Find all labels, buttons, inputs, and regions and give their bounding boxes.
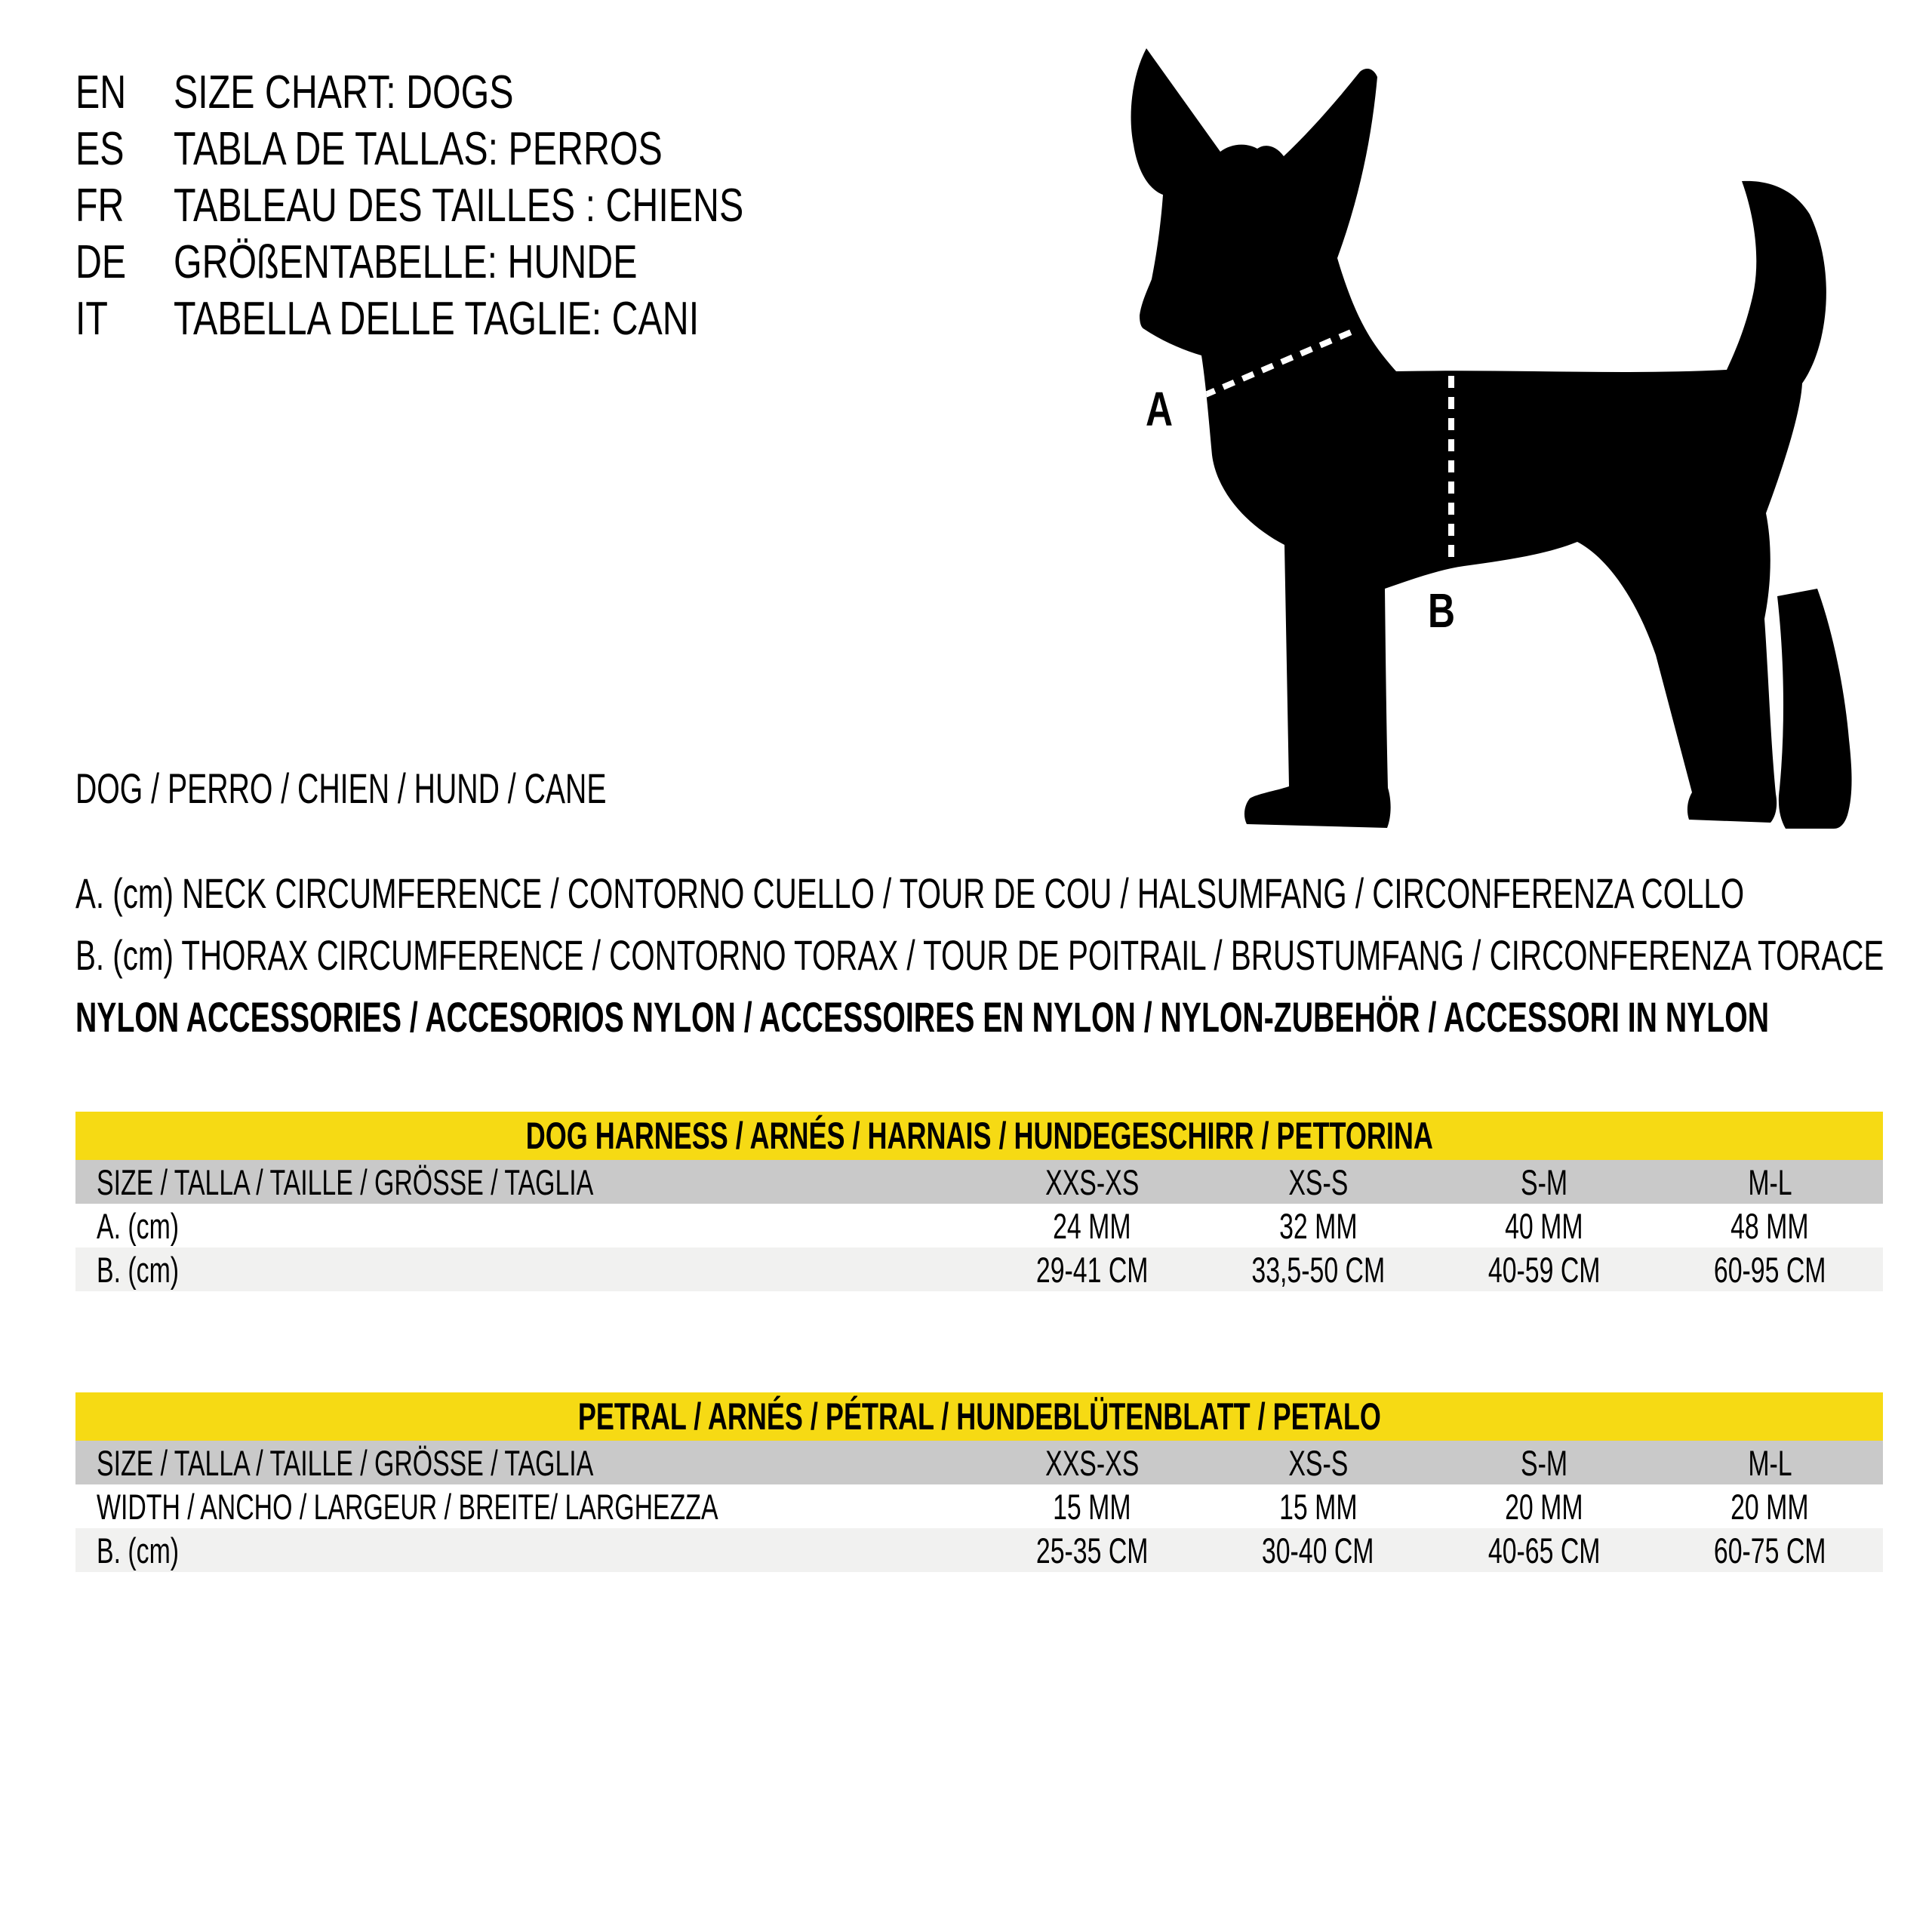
row-label-cell <box>75 1486 980 1527</box>
value-cell <box>980 1486 1205 1527</box>
size-column-header <box>1205 1442 1431 1484</box>
value-cell <box>1205 1205 1431 1247</box>
size-column-text: M-L <box>1748 1161 1792 1202</box>
value-cell <box>1431 1486 1657 1527</box>
language-code <box>75 235 174 289</box>
size-column-header <box>1431 1442 1657 1484</box>
dog-far-hind-leg <box>1777 589 1852 829</box>
size-column-header <box>980 1161 1205 1203</box>
petral-row-width <box>75 1484 1883 1528</box>
value-text: 30-40 CM <box>1262 1530 1374 1571</box>
language-code-text: ES <box>75 123 125 175</box>
animal-caption-text: DOG / PERRO / CHIEN / HUND / CANE <box>75 764 607 812</box>
value-text: 48 MM <box>1730 1205 1810 1246</box>
language-code-text: FR <box>75 180 125 232</box>
value-cell <box>1431 1205 1657 1247</box>
size-column-text: S-M <box>1520 1161 1567 1202</box>
language-code-text: IT <box>75 293 108 345</box>
measure-label-b <box>1428 583 1463 638</box>
harness-table-title-row <box>75 1112 1883 1160</box>
harness-table-title: DOG HARNESS / ARNÉS / HARNAIS / HUNDEGESCHIRR / PETTORINA <box>525 1115 1433 1157</box>
language-title <box>174 235 768 289</box>
size-column-header <box>980 1442 1205 1484</box>
language-title-text: TABLEAU DES TAILLES : CHIENS <box>174 180 744 232</box>
language-code-text: EN <box>75 66 127 118</box>
petral-table-title-row <box>75 1392 1883 1441</box>
size-column-text: S-M <box>1520 1442 1567 1483</box>
value-cell <box>1657 1486 1883 1527</box>
harness-size-table <box>75 1112 1883 1291</box>
row-label-cell <box>75 1249 980 1291</box>
language-code <box>75 66 174 119</box>
language-title-list <box>75 64 904 347</box>
measure-label-b-text: B <box>1428 583 1456 638</box>
value-cell <box>1205 1486 1431 1527</box>
value-text: 60-75 CM <box>1714 1530 1826 1571</box>
language-title <box>174 179 904 232</box>
value-cell <box>980 1249 1205 1291</box>
size-label-cell <box>75 1442 980 1484</box>
petral-size-header-row <box>75 1441 1883 1484</box>
size-column-header <box>1431 1161 1657 1203</box>
value-cell <box>980 1530 1205 1571</box>
size-column-text: XS-S <box>1288 1442 1349 1483</box>
harness-row-a <box>75 1204 1883 1247</box>
animal-caption <box>75 764 834 813</box>
language-title-text: TABELLA DELLE TAGLIE: CANI <box>174 293 700 345</box>
value-text: 60-95 CM <box>1714 1249 1826 1290</box>
measure-label-a-text: A <box>1146 382 1174 436</box>
value-cell <box>1657 1530 1883 1571</box>
size-label-text: SIZE / TALLA / TAILLE / GRÖSSE / TAGLIA <box>97 1442 594 1483</box>
value-text: 20 MM <box>1505 1486 1583 1527</box>
size-column-header <box>1657 1161 1883 1203</box>
row-label-cell <box>75 1205 980 1247</box>
note-nylon-text: NYLON ACCESSORIES / ACCESORIOS NYLON / ACCESSOIRES EN NYLON / NYLON-ZUBEHÖR / ACCESSORI IN NYLON <box>75 993 1770 1041</box>
value-text: 32 MM <box>1278 1205 1358 1246</box>
dog-silhouette-icon <box>1094 30 1902 830</box>
language-row-de <box>75 234 904 291</box>
value-cell <box>1657 1249 1883 1291</box>
petral-size-table <box>75 1392 1883 1572</box>
size-label-cell <box>75 1161 980 1203</box>
dog-body <box>1131 48 1826 828</box>
size-label-text: SIZE / TALLA / TAILLE / GRÖSSE / TAGLIA <box>97 1161 594 1202</box>
language-code <box>75 292 174 346</box>
value-text: 40-59 CM <box>1487 1249 1601 1290</box>
language-row-it <box>75 291 904 347</box>
language-title <box>174 292 848 346</box>
note-thorax-circumference <box>75 931 1932 980</box>
value-text: 29-41 CM <box>1035 1249 1149 1290</box>
note-nylon-accessories <box>75 992 1932 1041</box>
value-cell <box>1431 1530 1657 1571</box>
value-text: 15 MM <box>1278 1486 1358 1527</box>
value-cell <box>1205 1530 1431 1571</box>
value-text: 24 MM <box>1053 1205 1131 1246</box>
language-row-en <box>75 64 904 121</box>
row-label-text: B. (cm) <box>97 1249 180 1290</box>
harness-size-header-row <box>75 1160 1883 1204</box>
language-row-es <box>75 121 904 177</box>
size-column-text: XXS-XS <box>1045 1161 1140 1202</box>
measure-label-a <box>1146 381 1180 437</box>
note-thorax-text: B. (cm) THORAX CIRCUMFERENCE / CONTORNO TORAX / TOUR DE POITRAIL / BRUSTUMFANG / CIRCONFERENZA TORACE <box>75 931 1884 979</box>
value-text: 25-35 CM <box>1035 1530 1149 1571</box>
value-text: 15 MM <box>1053 1486 1131 1527</box>
value-text: 20 MM <box>1730 1486 1810 1527</box>
size-column-header <box>1205 1161 1431 1203</box>
language-title-text: GRÖßENTABELLE: HUNDE <box>174 236 638 288</box>
language-row-fr <box>75 177 904 234</box>
language-code <box>75 179 174 232</box>
value-text: 33,5-50 CM <box>1251 1249 1385 1290</box>
language-title <box>174 66 610 119</box>
size-column-text: M-L <box>1748 1442 1792 1483</box>
value-text: 40-65 CM <box>1487 1530 1601 1571</box>
value-cell <box>1205 1249 1431 1291</box>
petral-row-b <box>75 1528 1883 1572</box>
size-column-text: XS-S <box>1288 1161 1349 1202</box>
note-neck-text: A. (cm) NECK CIRCUMFERENCE / CONTORNO CUELLO / TOUR DE COU / HALSUMFANG / CIRCONFERENZA COLLO <box>75 869 1745 917</box>
value-text: 40 MM <box>1505 1205 1583 1246</box>
size-column-header <box>1657 1442 1883 1484</box>
value-cell <box>1431 1249 1657 1291</box>
language-code <box>75 122 174 176</box>
language-title-text: TABLA DE TALLAS: PERROS <box>174 123 663 175</box>
harness-row-b <box>75 1247 1883 1291</box>
value-cell <box>1657 1205 1883 1247</box>
language-title-text: SIZE CHART: DOGS <box>174 66 514 118</box>
language-title <box>174 122 800 176</box>
row-label-text: A. (cm) <box>97 1205 180 1246</box>
row-label-text: B. (cm) <box>97 1530 180 1571</box>
size-column-text: XXS-XS <box>1045 1442 1140 1483</box>
petral-table-title: PETRAL / ARNÉS / PÉTRAL / HUNDEBLÜTENBLATT / PETALO <box>577 1395 1381 1438</box>
language-code-text: DE <box>75 236 127 288</box>
note-neck-circumference <box>75 869 1932 918</box>
dog-measurement-diagram <box>1094 30 1902 830</box>
value-cell <box>980 1205 1205 1247</box>
row-label-cell <box>75 1530 980 1571</box>
row-label-text: WIDTH / ANCHO / LARGEUR / BREITE/ LARGHEZZA <box>97 1486 718 1527</box>
